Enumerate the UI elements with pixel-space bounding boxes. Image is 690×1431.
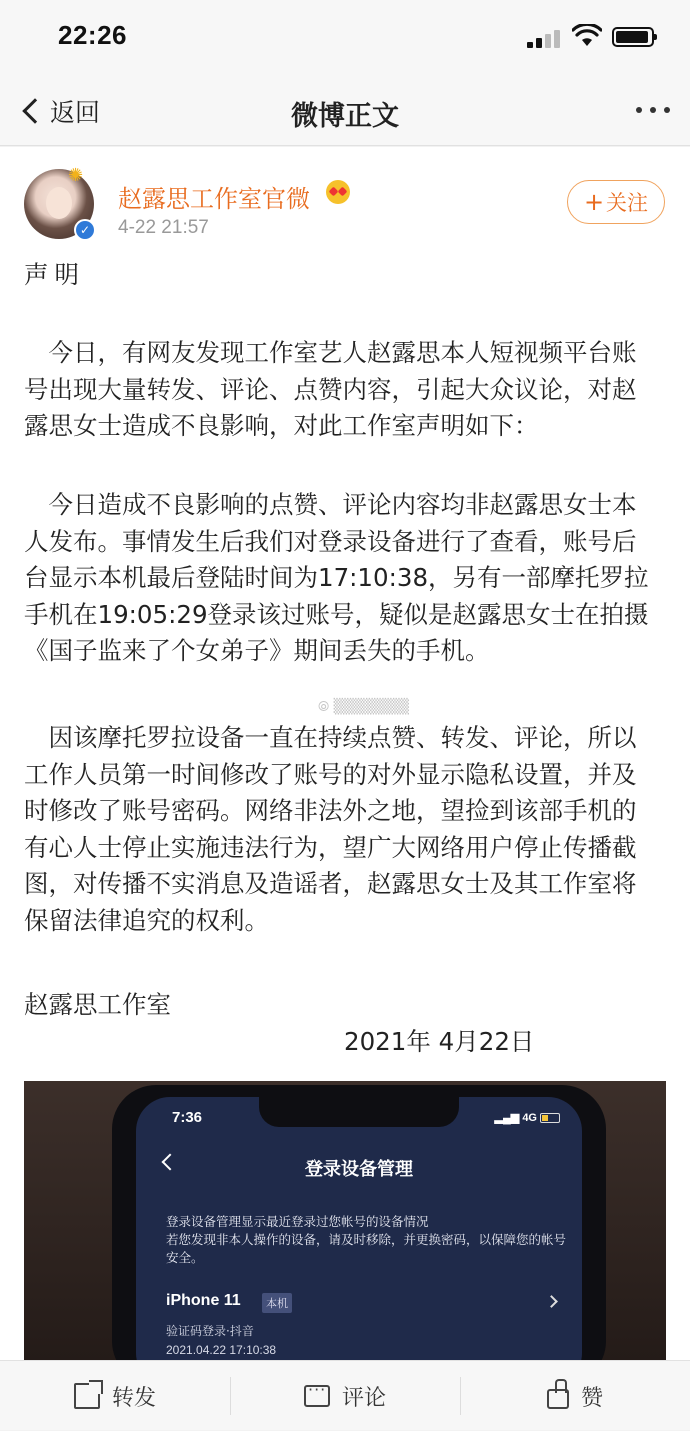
phone-screen-title: 登录设备管理 [305,1159,413,1180]
battery-icon [612,27,654,47]
phone-status [495,1111,560,1124]
nav-bar [0,76,690,146]
thumbs-up-icon [547,1389,569,1409]
post-content [0,147,690,1360]
more-options-icon[interactable] [636,107,670,113]
phone-network: 4G [522,1112,537,1124]
phone-device-name: iPhone 11 [166,1292,241,1309]
watermark: ⦾ ▒▒▒▒▒▒▒ [318,699,410,715]
status-bar [0,0,690,76]
repost-icon [74,1383,100,1409]
repost-button[interactable] [0,1361,230,1431]
action-bar [0,1360,690,1430]
status-time: 22:26 [58,20,127,50]
post-paragraph: 今日，有网友发现工作室艺人赵露思本人短视频平台账号出现大量转发、评论、点赞内容，引起大众议论，对赵露思女士造成不良影响，对此工作室声明如下： [24,338,637,440]
author-name[interactable]: 赵露思工作室官微 [118,185,310,213]
post-date: 2021年 4月22日 [344,1027,535,1056]
phone-login-time: 2021.04.22 17:10:38 [166,1343,277,1357]
follow-button[interactable] [567,180,665,224]
page-title: 微博正文 [291,101,399,132]
sun-decoration-icon: ✺ [68,165,84,186]
follow-label: 关注 [606,191,649,215]
phone-battery-icon [540,1113,560,1123]
phone-login-method: 验证码登录·抖音 [166,1324,254,1338]
comment-label: 评论 [341,1385,386,1411]
post-paragraph: 因该摩托罗拉设备一直在持续点赞、转发、评论，所以工作人员第一时间修改了账号的对外显示隐私设置，并及时修改了账号密码。网络非法外之地，望捡到该部手机的有心人士停止实施违法行为，望广大网络用户停止传播截图，对传播不实消息及造谣者，赵露思女士及其工作室将保留法律追究的权利。 [24,723,637,935]
comment-button[interactable] [230,1361,460,1431]
like-label: 赞 [580,1385,603,1411]
phone-signal-icon: ▂▄▆ [494,1112,523,1124]
post-timestamp: 4-22 21:57 [118,217,209,238]
repost-label: 转发 [111,1385,156,1411]
like-button[interactable] [460,1361,690,1431]
post-heading: 声明 [24,260,85,289]
verified-badge-icon: ✓ [74,219,96,241]
wifi-icon [572,24,602,48]
post-signature: 赵露思工作室 [24,990,171,1019]
post-image[interactable] [24,1081,666,1360]
chevron-right-icon [545,1295,558,1308]
back-label: 返回 [50,98,101,127]
phone-photo [112,1085,606,1360]
plus-icon: + [583,188,605,216]
post-paragraph: 今日造成不良影响的点赞、评论内容均非赵露思女士本人发布。事情发生后我们对登录设备进行了查看，账号后台显示本机最后登陆时间为17:10:38，另有一部摩托罗拉手机在19:05:29登录该过账号，疑似是赵露思女士在拍摄《国子监来了个女弟子》期间丢失的手机。 [24,490,649,665]
phone-description: 登录设备管理显示最近登录过您帐号的设备情况 若您发现非本人操作的设备，请及时移除，并更换密码，以保障您的帐号安全。 [166,1214,567,1265]
phone-device-tag: 本机 [262,1293,292,1313]
phone-screen [136,1097,582,1360]
comment-icon [304,1385,330,1407]
cellular-signal-icon [527,28,565,48]
phone-time: 7:36 [172,1109,203,1126]
heart-eyes-emoji-icon [326,180,350,204]
